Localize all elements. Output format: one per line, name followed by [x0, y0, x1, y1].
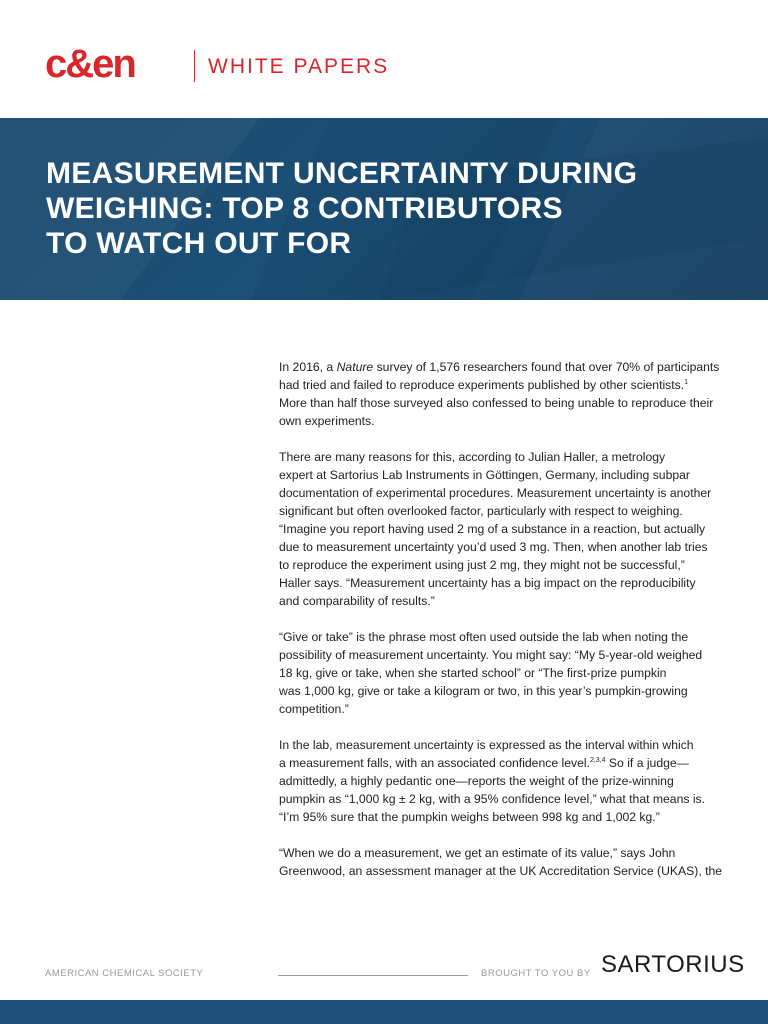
footer-bar [0, 1000, 768, 1024]
text-line: “Give or take” is the phrase most often used outside the lab when noting the [279, 630, 689, 644]
title-line: MEASUREMENT UNCERTAINTY DURING [46, 157, 638, 190]
text-line: admittedly, a highly pedantic one—reports the weight of the prize-winning [279, 774, 674, 788]
text-line: had tried and failed to reproduce experiments published by other scientists.$^1$ [279, 378, 689, 392]
text-line: There are many reasons for this, according to Julian Haller, a metrology [279, 450, 666, 464]
page-header [0, 0, 768, 118]
footer-divider [278, 975, 468, 976]
sartorius-logo[interactable]: SARTORIUS [601, 951, 745, 978]
text-line: In the lab, measurement uncertainty is expressed as the interval within which [279, 738, 694, 752]
footnote-reference[interactable]: 2,3,4 [589, 756, 606, 764]
text-line: was 1,000 kg, give or take a kilogram or two, in this year’s pumpkin-growing [279, 684, 688, 698]
text-line: “I’m 95% sure that the pumpkin weighs between 998 kg and 1,002 kg.” [279, 810, 660, 824]
italic-text: Nature [336, 360, 374, 374]
sponsor-intro-label: BROUGHT TO YOU BY [481, 968, 591, 979]
text-line: due to measurement uncertainty you’d used 3 mg. Then, when another lab tries [279, 540, 708, 554]
header-divider [194, 50, 195, 82]
section-label: WHITE PAPERS [208, 55, 390, 78]
title-banner [0, 118, 768, 300]
article-paragraph [279, 448, 724, 610]
text-line: documentation of experimental procedures. Measurement uncertainty is another [279, 486, 712, 500]
text-line: 18 kg, give or take, when she started school” or “The first-prize pumpkin [279, 666, 667, 680]
article-paragraph [279, 628, 724, 718]
text-line: “Imagine you report having used 2 mg of a substance in a reaction, but actually [279, 522, 706, 536]
footnote-reference[interactable]: 1 [684, 378, 689, 386]
article-paragraph [279, 736, 724, 826]
article-title [46, 156, 736, 261]
text-line: pumpkin as “1,000 kg ± 2 kg, with a 95% confidence level,” what that means is. [279, 792, 706, 806]
text-line: possibility of measurement uncertainty. You might say: “My 5-year-old weighed [279, 648, 703, 662]
text-line: Haller says. “Measurement uncertainty has a big impact on the reproducibility [279, 576, 696, 590]
text-line: expert at Sartorius Lab Instruments in Göttingen, Germany, including subpar [279, 468, 690, 482]
text-line: a measurement falls, with an associated confidence level.$^{2,3,4}$ So if a judge— [279, 756, 689, 770]
title-line: TO WATCH OUT FOR [46, 227, 352, 260]
text-line: Greenwood, an assessment manager at the UK Accreditation Service (UKAS), the [279, 864, 723, 878]
text-line: In 2016, a Nature survey of 1,576 researchers found that over 70% of participants [279, 360, 720, 374]
text-line: own experiments. [279, 414, 375, 428]
article-body [279, 358, 724, 898]
text-line: to reproduce the experiment using just 2 mg, they might not be successful,” [279, 558, 685, 572]
article-paragraph [279, 358, 724, 430]
article-paragraph [279, 844, 724, 880]
title-line: WEIGHING: TOP 8 CONTRIBUTORS [46, 192, 563, 225]
text-line: and comparability of results.” [279, 594, 435, 608]
publisher-label: AMERICAN CHEMICAL SOCIETY [45, 968, 204, 979]
text-line: competition.” [279, 702, 349, 716]
cen-logo[interactable]: c&en [45, 42, 135, 86]
text-line: significant but often overlooked factor, particularly with respect to weighing. [279, 504, 683, 518]
text-line: “When we do a measurement, we get an estimate of its value,” says John [279, 846, 676, 860]
text-line: More than half those surveyed also confessed to being unable to reproduce their [279, 396, 714, 410]
